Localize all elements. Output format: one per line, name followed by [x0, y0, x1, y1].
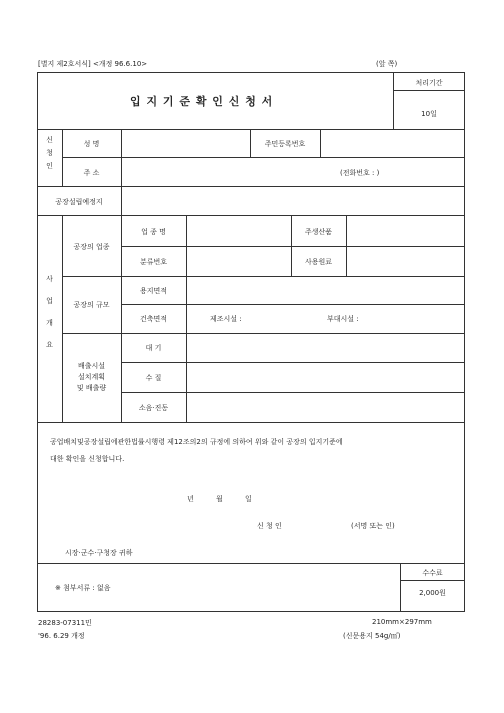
factory-type-group-label: 공장의 업종 — [73, 243, 110, 251]
applicant-signer-label: 신 청 인 — [257, 522, 282, 530]
auxiliary-facility-label: 부대시설 : — [327, 315, 359, 323]
raw-material-field[interactable] — [347, 247, 464, 275]
factory-scale-group-label: 공장의 규모 — [73, 301, 110, 309]
addressee: 시장·군수·구청장 귀하 — [65, 549, 133, 557]
address-label: 주 소 — [83, 169, 100, 177]
main-product-label: 주생산품 — [304, 228, 333, 236]
water-field[interactable] — [187, 363, 464, 391]
factory-site-field[interactable] — [122, 187, 464, 214]
processing-period-value: 10일 — [421, 110, 437, 118]
resident-id-label: 주민등록번호 — [264, 140, 306, 148]
noise-vibration-label: 소음·진동 — [138, 404, 169, 412]
business-name-field[interactable] — [187, 216, 290, 245]
revision-date: '96. 6.29 개정 — [38, 632, 85, 640]
building-area-label: 건축면적 — [139, 315, 168, 323]
statement-line-1: 공업배치및공장설립에관한법률시행령 제12조의2의 규정에 의하여 위와 같이 공장의 입지기준에 — [50, 438, 343, 446]
attachments-note: ※ 첨부서류 : 없음 — [55, 584, 111, 592]
manufacturing-facility-label: 제조시설 : — [210, 315, 242, 323]
signature-placeholder: (서명 또는 인) — [351, 522, 395, 530]
air-field[interactable] — [187, 334, 464, 361]
fee-value: 2,000원 — [419, 589, 446, 597]
name-label: 성 명 — [83, 140, 100, 148]
resident-id-field[interactable] — [321, 130, 464, 156]
factory-site-label: 공장설립예정지 — [55, 198, 103, 206]
applicant-section-label: 신 청 인 — [46, 136, 53, 170]
paper-type: (신문용지 54g/㎡) — [343, 632, 401, 640]
processing-period-label: 처리기간 — [415, 79, 443, 87]
page-side-label: (앞 쪽) — [376, 60, 398, 68]
class-number-field[interactable] — [187, 247, 290, 275]
site-area-field[interactable] — [187, 277, 464, 303]
emission-group-label: 배출시설 설치계획 및 배출량 — [76, 362, 107, 392]
fee-label: 수수료 — [422, 569, 443, 577]
main-product-field[interactable] — [347, 216, 464, 245]
form-code: 28283-07311민 — [38, 619, 92, 627]
name-field[interactable] — [122, 130, 249, 156]
date-line: 년 월 일 — [187, 495, 252, 503]
form-reference: [별지 제2호서식] <개정 96.6.10> — [38, 60, 148, 68]
site-area-label: 용지면적 — [139, 287, 168, 295]
class-number-label: 분류번호 — [139, 258, 168, 266]
phone-label: (전화번호 : ) — [340, 169, 380, 177]
air-label: 대 기 — [145, 344, 162, 352]
form-title: 입 지 기 준 확 인 신 청 서 — [130, 95, 274, 108]
water-label: 수 질 — [145, 374, 162, 382]
business-name-label: 업 종 명 — [141, 228, 166, 236]
raw-material-label: 사용원료 — [304, 258, 333, 266]
noise-vibration-field[interactable] — [187, 393, 464, 421]
paper-size: 210mm×297mm — [372, 618, 432, 626]
statement-line-2: 대한 확인을 신청합니다. — [50, 455, 125, 463]
business-section-label: 사 업 개 요 — [46, 275, 53, 349]
address-field[interactable] — [122, 158, 464, 185]
